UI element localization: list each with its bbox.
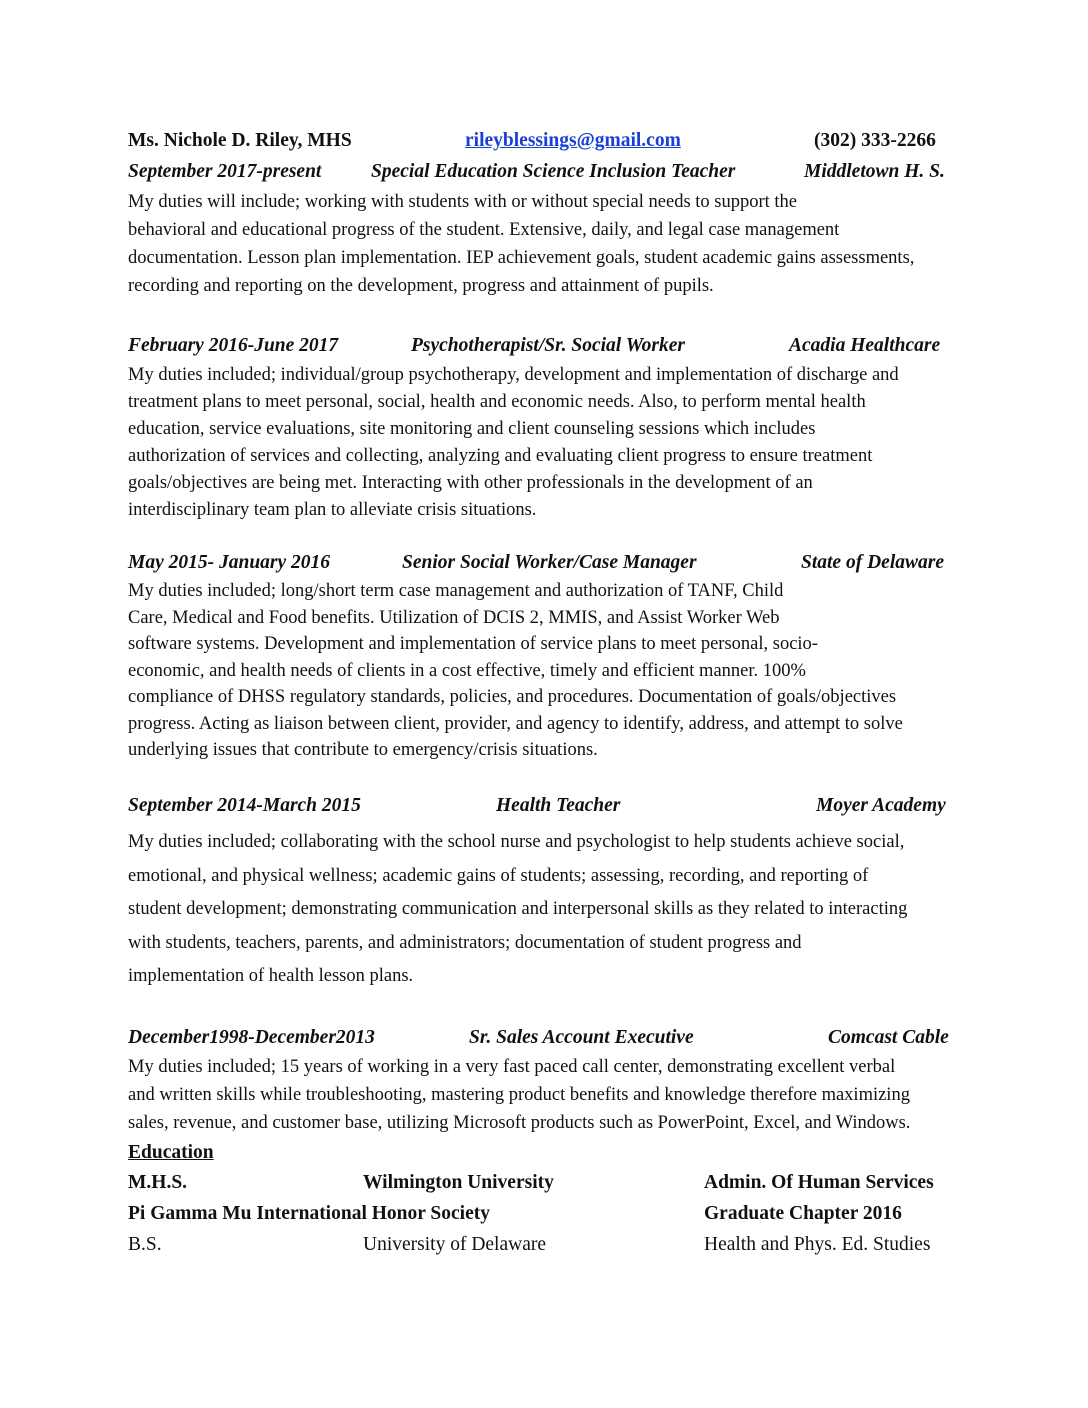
job-dates: February 2016-June 2017 xyxy=(128,335,339,356)
description-line: economic, and health needs of clients in a cost effective, timely and efficient manner. 100% xyxy=(128,660,806,681)
description-line: emotional, and physical wellness; academic gains of students; assessing, recording, and reporting of xyxy=(128,865,869,886)
description-line: education, service evaluations, site monitoring and client counseling sessions which includes xyxy=(128,419,816,439)
job-title: Special Education Science Inclusion Teacher xyxy=(371,161,736,182)
description-line: with students, teachers, parents, and administrators; documentation of student progress and xyxy=(128,932,802,953)
description-line: software systems. Development and implementation of service plans to meet personal, socio- xyxy=(128,634,818,654)
description-line: Care, Medical and Food benefits. Utilization of DCIS 2, MMIS, and Assist Worker Web xyxy=(128,607,780,628)
description-line: recording and reporting on the development, progress and attainment of pupils. xyxy=(128,276,714,296)
job-employer: Middletown H. S. xyxy=(804,161,945,182)
education-heading: Education xyxy=(128,1142,214,1163)
education-field: Health and Phys. Ed. Studies xyxy=(704,1234,931,1255)
description-line: My duties will include; working with students with or without special needs to support the xyxy=(128,192,798,212)
description-line: underlying issues that contribute to emergency/crisis situations. xyxy=(128,740,598,760)
education-degree: B.S. xyxy=(128,1234,162,1255)
job-title: Senior Social Worker/Case Manager xyxy=(402,552,697,573)
phone-number: (302) 333-2266 xyxy=(814,130,936,151)
job-employer: Moyer Academy xyxy=(816,795,946,816)
job-dates: September 2014-March 2015 xyxy=(128,795,361,816)
job-employer: Acadia Healthcare xyxy=(789,335,941,356)
description-line: My duties included; long/short term case management and authorization of TANF, Child xyxy=(128,581,784,601)
applicant-name: Ms. Nichole D. Riley, MHS xyxy=(128,130,352,151)
job-dates: December1998-December2013 xyxy=(128,1027,375,1048)
description-line: My duties included; 15 years of working in a very fast paced call center, demonstrating excellent verbal xyxy=(128,1057,896,1077)
education-field: Admin. Of Human Services xyxy=(704,1172,934,1193)
description-line: documentation. Lesson plan implementation. IEP achievement goals, student academic gains assessments, xyxy=(128,248,915,268)
description-line: implementation of health lesson plans. xyxy=(128,966,414,986)
description-line: student development; demonstrating communication and interpersonal skills as they related to interacting xyxy=(128,899,908,919)
description-line: My duties included; individual/group psychotherapy, development and implementation of discharge and xyxy=(128,365,899,385)
honor-chapter: Graduate Chapter 2016 xyxy=(704,1203,902,1224)
education-institution: University of Delaware xyxy=(363,1234,547,1255)
description-line: behavioral and educational progress of the student. Extensive, daily, and legal case management xyxy=(128,220,840,240)
description-line: My duties included; collaborating with the school nurse and psychologist to help students achieve social, xyxy=(128,832,905,852)
job-employer: State of Delaware xyxy=(801,552,944,573)
description-line: and written skills while troubleshooting, mastering product benefits and knowledge therefore maximizing xyxy=(128,1085,910,1105)
honor-society: Pi Gamma Mu International Honor Society xyxy=(128,1203,490,1224)
description-line: progress. Acting as liaison between client, provider, and agency to identify, address, and attempt to solve xyxy=(128,713,903,734)
description-line: sales, revenue, and customer base, utilizing Microsoft products such as PowerPoint, Excel, and Windows. xyxy=(128,1113,911,1133)
description-line: compliance of DHSS regulatory standards, policies, and procedures. Documentation of goals/objectives xyxy=(128,687,897,707)
job-title: Health Teacher xyxy=(496,795,621,816)
job-dates: September 2017-present xyxy=(128,161,322,182)
description-line: interdisciplinary team plan to alleviate crisis situations. xyxy=(128,500,537,520)
job-dates: May 2015- January 2016 xyxy=(128,552,331,573)
email-link[interactable]: rileyblessings@gmail.com xyxy=(465,130,681,151)
education-institution: Wilmington University xyxy=(363,1172,554,1193)
description-line: authorization of services and collecting, analyzing and evaluating client progress to ensure treatment xyxy=(128,446,873,466)
description-line: goals/objectives are being met. Interacting with other professionals in the development of an xyxy=(128,473,813,493)
description-line: treatment plans to meet personal, social, health and economic needs. Also, to perform mental health xyxy=(128,392,866,412)
job-employer: Comcast Cable xyxy=(828,1027,949,1048)
job-title: Sr. Sales Account Executive xyxy=(469,1027,694,1048)
job-title: Psychotherapist/Sr. Social Worker xyxy=(411,335,685,356)
education-degree: M.H.S. xyxy=(128,1172,188,1193)
